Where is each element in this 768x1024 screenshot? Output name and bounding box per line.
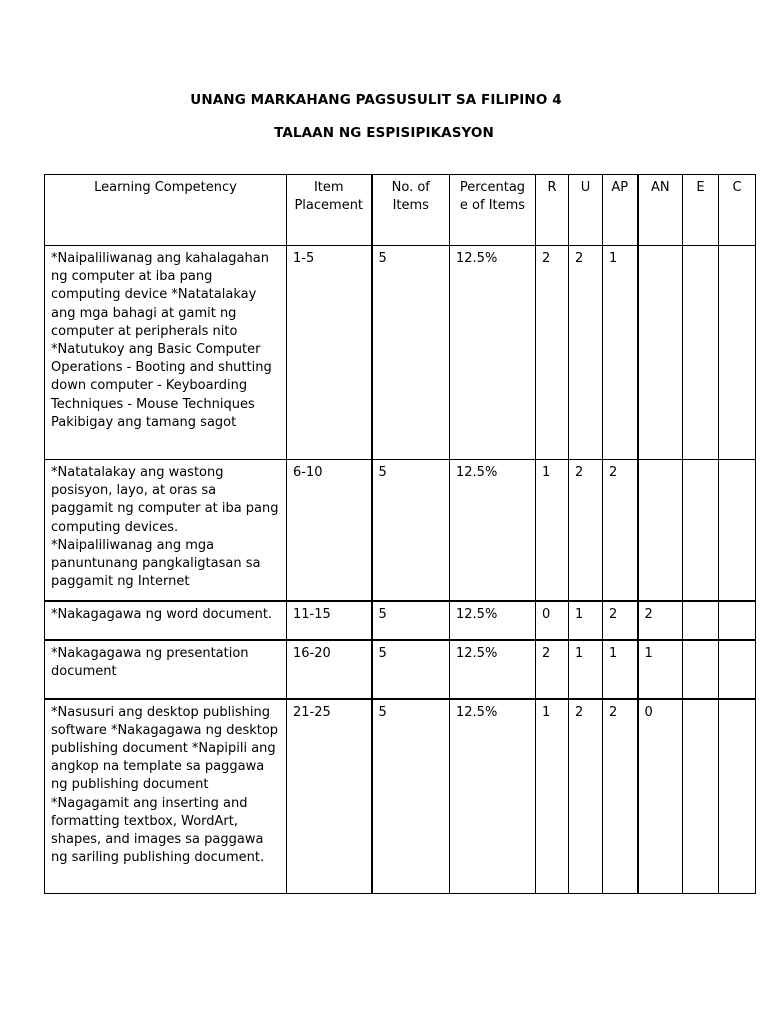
no-of-items-cell: 5 [372, 246, 450, 460]
e-cell [683, 699, 719, 894]
percentage-cell: 12.5% [450, 601, 536, 640]
header-r: R [536, 175, 569, 246]
header-u: U [569, 175, 603, 246]
u-cell: 2 [569, 699, 603, 894]
percentage-cell: 12.5% [450, 460, 536, 601]
item-placement-cell: 11-15 [287, 601, 372, 640]
ap-cell: 1 [603, 246, 638, 460]
ap-cell: 2 [603, 699, 638, 894]
header-row [45, 175, 756, 246]
competency-cell: *Naipaliliwanag ang kahalagahan ng computer at iba pang computing device *Natatalakay ang mga bahagi at gamit ng computer at peripherals nito *Natutukoy ang Basic Computer Operations - Booting and shutting down computer - Keyboarding Techniques - Mouse Techniques Pakibigay ang tamang sagot [45, 246, 287, 460]
item-placement-cell: 6-10 [287, 460, 372, 601]
no-of-items-cell: 5 [372, 699, 450, 894]
item-placement-cell: 1-5 [287, 246, 372, 460]
document-title: UNANG MARKAHANG PAGSUSULIT SA FILIPINO 4 [190, 92, 562, 108]
u-cell: 2 [569, 460, 603, 601]
c-cell [719, 246, 756, 460]
item-placement-cell: 21-25 [287, 699, 372, 894]
e-cell [683, 640, 719, 699]
no-of-items-cell: 5 [372, 601, 450, 640]
header-percentage-of-items: Percentage of Items [450, 175, 536, 246]
c-cell [719, 601, 756, 640]
header-c: C [719, 175, 756, 246]
table-row [45, 246, 756, 460]
c-cell [719, 699, 756, 894]
table-row [45, 699, 756, 894]
r-cell: 2 [536, 246, 569, 460]
u-cell: 1 [569, 640, 603, 699]
table-row [45, 601, 756, 640]
u-cell: 1 [569, 601, 603, 640]
ap-cell: 2 [603, 601, 638, 640]
r-cell: 2 [536, 640, 569, 699]
no-of-items-cell: 5 [372, 460, 450, 601]
ap-cell: 2 [603, 460, 638, 601]
no-of-items-cell: 5 [372, 640, 450, 699]
competency-cell: *Nasusuri ang desktop publishing software *Nakagagawa ng desktop publishing document *Napipili ang angkop na template sa paggawa ng publishing document *Nagagamit ang inserting and formatting textbox, WordArt, shapes, and images sa paggawa ng sariling publishing document. [45, 699, 287, 894]
specification-table [44, 174, 756, 894]
an-cell: 1 [638, 640, 683, 699]
c-cell [719, 640, 756, 699]
competency-cell: *Nakagagawa ng word document. [45, 601, 287, 640]
r-cell: 1 [536, 460, 569, 601]
header-ap: AP [603, 175, 638, 246]
document-subtitle: TALAAN NG ESPISIPIKASYON [274, 125, 494, 141]
table-row [45, 640, 756, 699]
header-item-placement: Item Placement [287, 175, 372, 246]
percentage-cell: 12.5% [450, 699, 536, 894]
item-placement-cell: 16-20 [287, 640, 372, 699]
c-cell [719, 460, 756, 601]
e-cell [683, 246, 719, 460]
ap-cell: 1 [603, 640, 638, 699]
header-an: AN [638, 175, 683, 246]
header-e: E [683, 175, 719, 246]
r-cell: 1 [536, 699, 569, 894]
e-cell [683, 460, 719, 601]
an-cell [638, 460, 683, 601]
an-cell: 0 [638, 699, 683, 894]
an-cell: 2 [638, 601, 683, 640]
competency-cell: *Natatalakay ang wastong posisyon, layo, at oras sa paggamit ng computer at iba pang computing devices. *Naipaliliwanag ang mga panuntunang pangkaligtasan sa paggamit ng Internet [45, 460, 287, 601]
table-row [45, 460, 756, 601]
header-no-of-items: No. of Items [372, 175, 450, 246]
r-cell: 0 [536, 601, 569, 640]
percentage-cell: 12.5% [450, 640, 536, 699]
an-cell [638, 246, 683, 460]
percentage-cell: 12.5% [450, 246, 536, 460]
e-cell [683, 601, 719, 640]
header-learning-competency: Learning Competency [45, 175, 287, 246]
u-cell: 2 [569, 246, 603, 460]
competency-cell: *Nakagagawa ng presentation document [45, 640, 287, 699]
